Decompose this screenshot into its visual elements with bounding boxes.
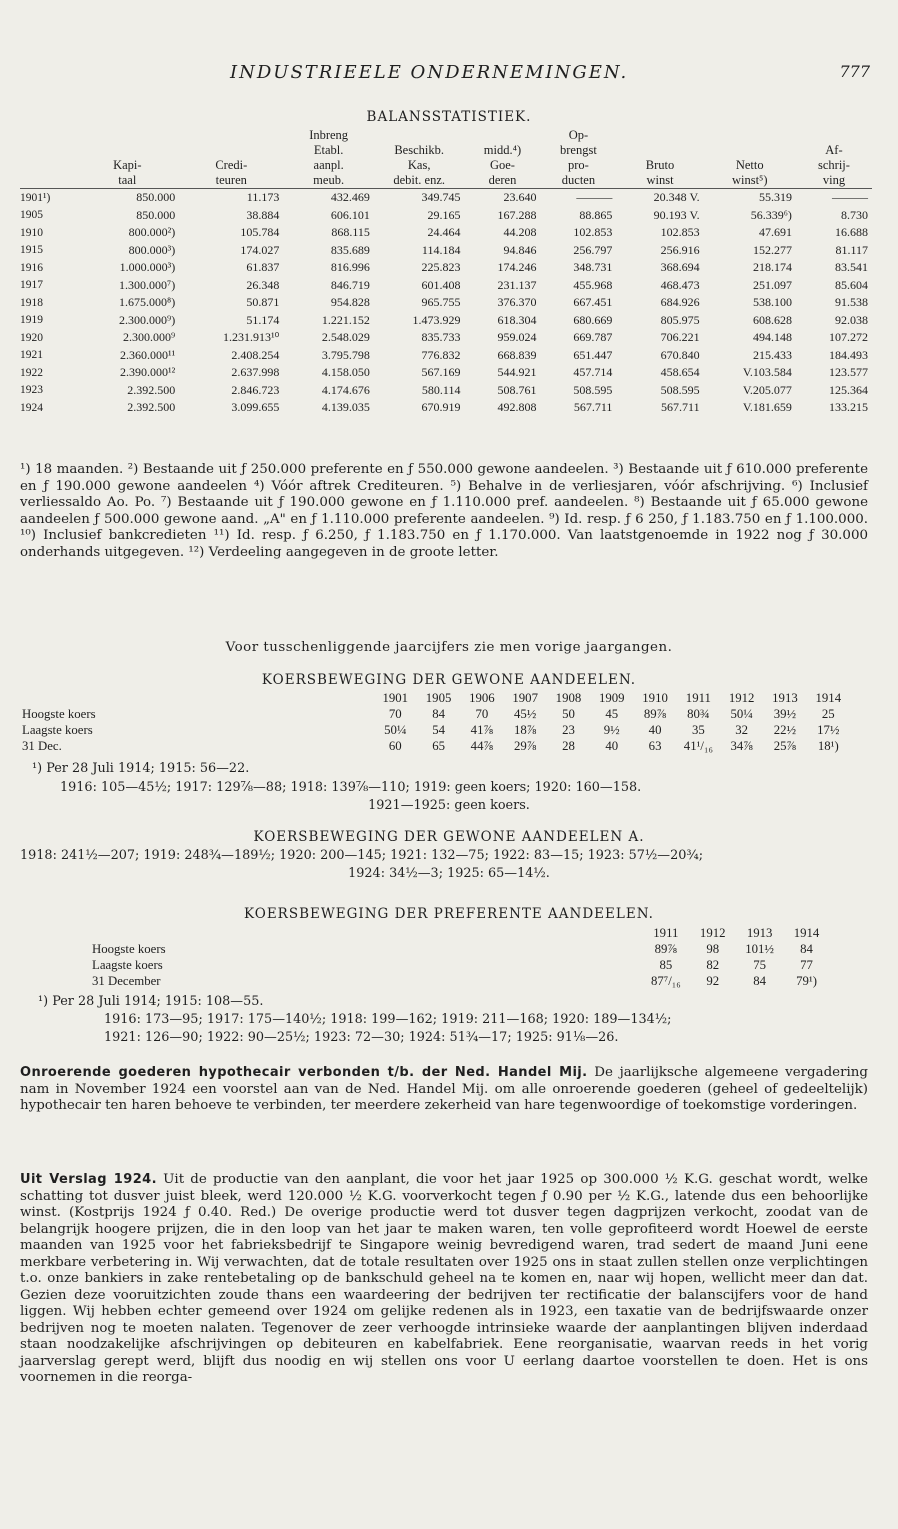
koers-gewone-year: 1909 (598, 690, 625, 705)
balance-header-cell (75, 128, 179, 143)
koers-gewone-a-line1: 1918: 241½—207; 1919: 248¾—189½; 1920: 200—145; 1921: 132—75; 1922: 83—15; 1923: 57½—20¾; (20, 848, 704, 863)
koers-gewone-value: 25 (821, 706, 835, 721)
balance-table (20, 128, 872, 417)
balance-value-cell: 215.433 (752, 347, 792, 362)
page-number: 777 (839, 62, 870, 81)
koers-gewone-year: 1908 (555, 690, 582, 705)
balance-header-cell (20, 173, 75, 189)
koers-pref-year: 1914 (793, 925, 820, 940)
section-onroerende-body: De jaarlijksche algemeene vergadering nam in November 1924 een voorstel aan van de Ned. Handel Mij. om alle onroerende goederen (geheel of gedeeltelijk) hypothecair ten haren behoeve te verbinden, ter meerdere zekerheid van hare tegenwoordige of toekomstige vorderingen. (20, 1065, 868, 1113)
koers-gewone-row-label: Laagste koers (22, 722, 93, 737)
balance-value-cell: 567.169 (421, 365, 461, 380)
balance-year-cell: 1901¹) (20, 191, 51, 204)
koers-gewone-note2: 1916: 105—45½; 1917: 129⅞—88; 1918: 139⅞—110; 1919: geen koers; 1920: 160—158. (60, 780, 642, 795)
koers-gewone-value: 35 (691, 722, 705, 737)
balance-value-cell: 1.231.913¹⁰ (222, 330, 280, 345)
balance-value-cell: 174.246 (497, 260, 537, 275)
balance-year-cell: 1920 (20, 331, 43, 344)
koers-pref-row-label: Laagste koers (92, 957, 163, 972)
balance-value-cell: 4.174.676 (321, 382, 370, 397)
balance-value-cell: 835.733 (421, 330, 461, 345)
koers-gewone-a-title: KOERSBEWEGING DER GEWONE AANDEELEN A. (253, 829, 645, 845)
balance-header-cell (704, 143, 796, 158)
balance-value-cell: 92.038 (835, 312, 868, 327)
section-verslag (20, 1172, 868, 1387)
balance-value-cell: 51.174 (246, 312, 280, 327)
balance-value-cell: 102.853 (573, 225, 613, 240)
balance-header-cell: Kapi- (113, 158, 142, 172)
balance-row (20, 259, 872, 277)
balance-value-cell: 800.000³) (128, 242, 176, 257)
balance-header-cell (616, 128, 703, 143)
koers-gewone-value: 34⅞ (730, 738, 753, 753)
balance-year-cell: 1924 (20, 401, 43, 414)
balance-value-cell: 2.390.000¹² (120, 365, 176, 380)
balance-value-cell: 123.577 (829, 365, 868, 380)
balance-value-cell: 508.761 (497, 382, 537, 397)
balance-value-cell: 47.691 (758, 225, 792, 240)
balance-value-cell: 20.348 V. (653, 190, 700, 205)
koers-pref-table (90, 925, 830, 989)
balance-header-cell: aanpl. (313, 158, 344, 172)
balance-value-cell: 567.711 (573, 400, 613, 415)
balance-value-cell: 601.408 (421, 277, 461, 292)
balance-row (20, 399, 872, 417)
balance-header-cell: Inbreng (309, 128, 349, 142)
koers-pref-value: 79¹) (796, 973, 817, 988)
koers-gewone-year: 1913 (772, 690, 798, 705)
koers-gewone-value: 80¾ (687, 706, 710, 721)
balance-value-cell: 965.755 (421, 295, 461, 310)
balance-header-cell (464, 128, 540, 143)
balance-header-cell: Credi- (215, 158, 248, 172)
running-head-title: INDUSTRIEELE ONDERNEMINGEN. (230, 62, 629, 83)
balance-value-cell: 368.694 (660, 260, 700, 275)
balance-value-cell: 468.473 (660, 277, 700, 292)
koers-gewone-value: 70 (388, 706, 402, 721)
balance-value-cell: 538.100 (752, 295, 792, 310)
koers-pref-value: 77 (800, 957, 813, 972)
balance-value-cell: 83.541 (835, 260, 868, 275)
koers-gewone-value: 40 (605, 738, 619, 753)
balance-value-cell: 38.884 (246, 207, 280, 222)
balance-value-cell: 11.173 (246, 190, 280, 205)
balance-value-cell: 508.595 (660, 382, 700, 397)
koers-pref-value: 85 (659, 957, 673, 972)
koers-gewone-value: 70 (475, 706, 489, 721)
balance-value-cell: 90.193 V. (653, 207, 700, 222)
balance-value-cell: 102.853 (660, 225, 700, 240)
balance-value-cell: 567.711 (661, 400, 700, 415)
balance-value-cell: 4.139.035 (321, 400, 370, 415)
balance-value-cell: 805.975 (660, 312, 700, 327)
balance-row (20, 242, 872, 260)
koers-pref-value: 89⅞ (654, 941, 678, 956)
balance-year-cell: 1915 (20, 244, 43, 257)
balance-header-cell: Etabl. (313, 143, 344, 157)
koers-gewone-note3: 1921—1925: geen koers. (368, 798, 530, 813)
balance-value-cell: 24.464 (427, 225, 461, 240)
balance-value-cell: 94.846 (503, 242, 537, 257)
koers-gewone-value: 89⅞ (643, 706, 667, 721)
balance-value-cell: 56.339⁶) (750, 207, 792, 222)
balance-header-row (20, 173, 872, 189)
balance-value-cell: 174.027 (240, 242, 280, 257)
balance-value-cell: ——— (576, 190, 613, 205)
balance-header-cell: meub. (283, 173, 374, 189)
balance-value-cell: 494.148 (752, 330, 792, 345)
balance-value-cell: 2.300.000⁹ (123, 330, 176, 345)
koers-gewone-year: 1910 (642, 690, 668, 705)
balance-header-cell: schrij- (818, 158, 850, 172)
balance-row (20, 364, 872, 382)
koers-gewone-value: 63 (648, 738, 662, 753)
koers-gewone-row-label: Hoogste koers (22, 706, 96, 721)
balance-header-cell (20, 128, 75, 143)
balance-header-cell: Goe- (489, 158, 515, 172)
koers-gewone-value: 28 (562, 738, 575, 753)
balance-value-cell: 606.101 (330, 207, 370, 222)
balance-value-cell: 1.221.152 (321, 312, 370, 327)
balance-year-cell: 1921 (20, 349, 43, 362)
koers-gewone-value: 44⅞ (470, 738, 494, 753)
koers-gewone-note1: ¹) Per 28 Juli 1914; 1915: 56—22. (32, 761, 250, 776)
balance-year-cell: 1916 (20, 261, 43, 274)
balance-header-cell (179, 143, 283, 158)
balance-value-cell: 225.823 (421, 260, 461, 275)
balance-value-cell: 2.300.000⁹) (119, 312, 176, 327)
balance-value-cell: 680.669 (573, 312, 613, 327)
balance-year-cell: 1923 (20, 384, 43, 397)
balance-value-cell: 184.493 (829, 347, 868, 362)
koers-pref-row-label: Hoogste koers (92, 941, 166, 956)
section-onroerende-heading: Onroerende goederen hypothecair verbonden t/b. der Ned. Handel Mij. (20, 1065, 588, 1080)
balance-header-cell: brengst (560, 143, 597, 157)
balance-value-cell: 55.319 (758, 190, 792, 205)
balance-value-cell: 107.272 (829, 330, 868, 345)
balance-value-cell: 850.000 (136, 190, 176, 205)
section-verslag-heading: Uit Verslag 1924. (20, 1172, 157, 1187)
koers-pref-value: 87⁷/₁₆ (650, 973, 681, 988)
koers-gewone-year: 1911 (685, 690, 711, 705)
balance-row (20, 347, 872, 365)
koers-pref-year: 1913 (746, 925, 773, 940)
balance-header-cell (704, 128, 796, 143)
balance-header-cell: Kas, (407, 158, 431, 172)
balance-value-cell: 580.114 (421, 382, 461, 397)
koers-gewone-year: 1906 (469, 690, 495, 705)
balance-header-cell: Bruto (645, 158, 675, 172)
balance-value-cell: V.181.659 (742, 400, 792, 415)
balance-header-cell (179, 128, 283, 143)
balance-value-cell: 670.919 (421, 400, 461, 415)
balance-value-cell: 218.174 (752, 260, 792, 275)
balance-value-cell: 231.137 (497, 277, 537, 292)
balance-value-cell: 959.024 (497, 330, 537, 345)
balance-year-cell: 1905 (20, 209, 43, 222)
balance-header-cell: teuren (179, 173, 283, 189)
koers-gewone-value: 84 (432, 706, 445, 721)
balance-value-cell: 492.808 (497, 400, 537, 415)
koers-pref-value: 75 (753, 957, 767, 972)
balance-header-row (20, 143, 872, 158)
balance-header-cell: midd.⁴) (483, 143, 522, 157)
balance-value-cell: 251.097 (752, 277, 792, 292)
balance-value-cell: 88.865 (579, 207, 613, 222)
koers-pref-year: 1912 (699, 925, 726, 940)
balance-value-cell: 2.846.723 (231, 382, 280, 397)
balance-header-cell: winst⁵) (704, 173, 796, 189)
balance-value-cell: 44.208 (503, 225, 537, 240)
koers-pref-value: 101½ (745, 941, 775, 956)
balance-header-cell: deren (464, 173, 540, 189)
koers-gewone-value: 29⅞ (513, 738, 537, 753)
balance-value-cell: 618.304 (497, 312, 537, 327)
balance-value-cell: 2.392.500 (127, 382, 176, 397)
balance-value-cell: 91.538 (835, 295, 868, 310)
balance-value-cell: 2.408.254 (231, 347, 280, 362)
balance-value-cell: 1.675.000⁸) (119, 295, 176, 310)
koers-gewone-value: 65 (432, 738, 445, 753)
balance-value-cell: 669.787 (573, 330, 613, 345)
balance-value-cell: 1.473.929 (412, 312, 461, 327)
balance-value-cell: 458.654 (660, 365, 700, 380)
koers-pref-row (90, 973, 830, 989)
koers-gewone-title: KOERSBEWEGING DER GEWONE AANDEELEN. (261, 672, 637, 688)
balance-value-cell: 29.165 (427, 207, 461, 222)
balance-value-cell: 706.221 (660, 330, 700, 345)
balance-value-cell: 152.277 (752, 242, 792, 257)
koers-gewone-value: 22½ (773, 722, 797, 737)
balance-value-cell: 800.000²) (128, 225, 176, 240)
balance-value-cell: 256.797 (573, 242, 613, 257)
balance-value-cell: 8.730 (841, 207, 868, 222)
koers-gewone-row (20, 722, 850, 738)
koers-pref-note3: 1921: 126—90; 1922: 90—25½; 1923: 72—30; 1924: 51¾—17; 1925: 91⅛—26. (104, 1030, 619, 1045)
koers-gewone-value: 17½ (817, 722, 840, 737)
balance-value-cell: 2.360.000¹¹ (120, 347, 176, 362)
balance-header-cell: Beschikb. (394, 143, 444, 157)
koers-gewone-value: 45 (605, 706, 619, 721)
koers-pref-note2: 1916: 173—95; 1917: 175—140½; 1918: 199—162; 1919: 211—168; 1920: 189—134½; (104, 1012, 672, 1027)
koers-gewone-value: 45½ (513, 706, 537, 721)
balance-value-cell: V.205.077 (742, 382, 792, 397)
balance-value-cell: 432.469 (330, 190, 370, 205)
balance-value-cell: V.103.584 (742, 365, 792, 380)
koers-gewone-year: 1905 (425, 690, 452, 705)
balance-row (20, 294, 872, 312)
balance-value-cell: 3.795.798 (321, 347, 370, 362)
koers-gewone-value: 54 (432, 722, 445, 737)
balance-header-cell (75, 143, 179, 158)
balance-value-cell: 668.839 (497, 347, 537, 362)
balance-header-cell: ving (796, 173, 872, 189)
section-verslag-body: Uit de productie van den aanplant, die voor het jaar 1925 op 300.000 ½ K.G. geschat wordt, welke schatting tot dusver juist bleek, werd 120.000 ½ K.G. voorverkocht tegen ƒ 0.90 per ½ K.G., latende dus een behoorlijke winst. (Kostprijs 1924 ƒ 0.40. Red.) De overige productie werd tot dusver tegen dagprijzen verkocht, zoodat van de belangrijk hoogere prijzen, die in den loop van het jaar te maken waren, ten volle geprofiteerd wordt Hoewel de eerste maanden van 1925 voor het fabrieksbedrijf te Singapore weinig bevredigend waren, trad sedert de maand Juni eene merkbare verbetering in. Wij verwachten, dat de totale resultaten over 1925 ons in staat zullen stellen onze verplichtingen t.o. onze bankiers in zake rentebetaling op de bankschuld geheel na te komen en, naar wij hopen, wellicht meer dan dat. Gezien deze vooruitzichten zoude thans een waardeering der bedrijven ter rectificatie der balanscijfers voor de hand liggen. Wij hebben echter gemeend over 1924 om gelijke redenen als in 1923, een taxatie van de bedrijfswaarde onzer bedrijven nog te moeten nalaten. Tegenover de zeer verhoogde intrinsieke waarde der aanplantingen blijven inderdaad staan noodzakelijke afschrijvingen op debiteuren en kabelfabriek. Eene reorganisatie, waarvan reeds in het vorig jaarverslag gerept werd, blijft dus noodig en wij stellen ons voor U eerlang daartoe voorstellen te doen. Het is ons voornemen in die reorga- (20, 1172, 868, 1385)
balance-value-cell: 816.996 (330, 260, 370, 275)
balance-header-cell: ducten (540, 173, 616, 189)
koers-gewone-value: 41⅞ (470, 722, 494, 737)
balance-header-row (20, 128, 872, 143)
balance-value-cell: 835.689 (330, 242, 370, 257)
balance-value-cell: 26.348 (246, 277, 280, 292)
koers-gewone-row (20, 706, 850, 722)
balance-row (20, 207, 872, 225)
balance-value-cell: 114.184 (421, 242, 461, 257)
balance-value-cell: 684.926 (660, 295, 700, 310)
balance-value-cell: 376.370 (497, 295, 537, 310)
koers-gewone-value: 50 (562, 706, 575, 721)
koers-pref-row (90, 941, 830, 957)
koers-gewone-value: 39½ (773, 706, 797, 721)
balance-value-cell: 16.688 (835, 225, 868, 240)
koers-pref-value: 92 (706, 973, 720, 988)
balance-value-cell: 1.300.000⁷) (119, 277, 176, 292)
balance-value-cell: 846.719 (330, 277, 370, 292)
koers-pref-value: 98 (706, 941, 720, 956)
koers-pref-note1: ¹) Per 28 Juli 1914; 1915: 108—55. (38, 994, 264, 1009)
koers-gewone-year: 1912 (728, 690, 755, 705)
koers-gewone-row (20, 738, 850, 754)
balance-value-cell: 776.832 (421, 347, 461, 362)
koers-gewone-year: 1907 (512, 690, 538, 705)
balance-value-cell: 4.158.050 (321, 365, 370, 380)
koers-gewone-table (20, 690, 850, 754)
koers-pref-value: 82 (706, 957, 720, 972)
balance-row (20, 382, 872, 400)
balance-value-cell: 954.828 (330, 295, 370, 310)
balance-value-cell: 667.451 (573, 295, 613, 310)
balance-value-cell: 348.731 (573, 260, 613, 275)
balance-header-cell (20, 143, 75, 158)
balance-header-cell: Op- (568, 128, 589, 142)
koers-pref-value: 84 (753, 973, 767, 988)
balance-header-cell (374, 128, 465, 143)
running-head (0, 62, 898, 86)
balance-value-cell: 2.637.998 (231, 365, 280, 380)
balance-value-cell: 2.548.029 (321, 330, 370, 345)
balance-value-cell: 651.447 (573, 347, 613, 362)
balance-title: BALANSSTATISTIEK. (366, 109, 532, 125)
balance-footnotes: ¹) 18 maanden. ²) Bestaande uit ƒ 250.000 preferente en ƒ 550.000 gewone aandeelen. ³) Bestaande uit ƒ 610.000 preferente en ƒ 190.000 gewone aandeelen ⁴) Vóór aftrek Crediteuren. ⁵) Behalve in de verliesjaren, vóór afschrijving. ⁶) Inclusief verliessaldo Ao. Po. ⁷) Bestaande uit ƒ 190.000 gewone en ƒ 1.110.000 pref. aandeelen. ⁸) Bestaande uit ƒ 65.000 gewone aandeelen ƒ 500.000 gewone aand. „A" en ƒ 1.110.000 preferente aandeelen. ⁹) Id. resp. ƒ 6 250, ƒ 1.183.750 en ƒ 1.100.000. ¹⁰) Inclusief bankcredieten ¹¹) Id. resp. ƒ 6.250, ƒ 1.183.750 en ƒ 1.170.000. Van laatstgenoemde in 1922 nog ƒ 30.000 onderhands uitgegeven. ¹²) Verdeeling aangegeven in de groote letter. (20, 462, 868, 560)
balance-value-cell: 1.000.000³) (119, 260, 176, 275)
balance-value-cell: 508.595 (573, 382, 613, 397)
balance-row (20, 277, 872, 295)
balance-value-cell: 133.215 (829, 400, 868, 415)
balance-value-cell: 167.288 (497, 207, 537, 222)
balance-value-cell: 85.604 (835, 277, 868, 292)
koers-gewone-a-line2: 1924: 34½—3; 1925: 65—14½. (348, 866, 550, 881)
balance-value-cell: 457.714 (573, 365, 613, 380)
balance-value-cell: 23.640 (503, 190, 537, 205)
balance-header-cell: Af- (825, 143, 843, 157)
balance-value-cell: 544.921 (497, 365, 537, 380)
balance-row (20, 189, 872, 207)
balance-year-cell: 1917 (20, 279, 43, 292)
koers-pref-year: 1911 (653, 925, 679, 940)
koers-gewone-value: 60 (388, 738, 402, 753)
balance-value-cell: 50.871 (246, 295, 280, 310)
balance-header-cell (616, 143, 703, 158)
intermediate-note: Voor tusschenliggende jaarcijfers zie men vorige jaargangen. (225, 640, 673, 655)
koers-pref-row-label: 31 December (92, 973, 161, 988)
balance-value-cell: 61.837 (246, 260, 280, 275)
balance-value-cell: 868.115 (331, 225, 370, 240)
balance-row (20, 312, 872, 330)
balance-value-cell: 125.364 (829, 382, 868, 397)
balance-value-cell: 81.117 (835, 242, 868, 257)
koers-gewone-value: 9½ (603, 722, 620, 737)
balance-year-cell: 1910 (20, 226, 43, 239)
koers-gewone-row-label: 31 Dec. (22, 738, 62, 753)
koers-gewone-year: 1901 (382, 690, 409, 705)
koers-gewone-value: 32 (735, 722, 749, 737)
balance-header-cell: taal (75, 173, 179, 189)
koers-gewone-value: 50¼ (730, 706, 753, 721)
balance-year-cell: 1919 (20, 314, 43, 327)
balance-value-cell: 349.745 (421, 190, 461, 205)
balance-year-cell: 1918 (20, 296, 43, 309)
balance-value-cell: ——— (832, 190, 868, 205)
balance-value-cell: 455.968 (573, 277, 613, 292)
balance-header-cell (796, 128, 872, 143)
balance-value-cell: 3.099.655 (231, 400, 280, 415)
koers-gewone-value: 50¼ (384, 722, 407, 737)
koers-gewone-value: 40 (648, 722, 662, 737)
koers-gewone-value: 41¹/₁₆ (683, 738, 713, 753)
balance-value-cell: 670.840 (660, 347, 700, 362)
balance-header-row (20, 158, 872, 173)
balance-value-cell: 850.000 (136, 207, 176, 222)
koers-gewone-value: 23 (562, 722, 575, 737)
balance-header-cell: winst (616, 173, 703, 189)
balance-header-cell: debit. enz. (374, 173, 465, 189)
balance-row (20, 329, 872, 347)
balance-row (20, 224, 872, 242)
balance-year-cell: 1922 (20, 366, 43, 379)
koers-gewone-value: 18¹) (817, 738, 839, 753)
koers-gewone-year: 1914 (815, 690, 842, 705)
balance-value-cell: 256.916 (660, 242, 700, 257)
koers-pref-row (90, 957, 830, 973)
koers-pref-title: KOERSBEWEGING DER PREFERENTE AANDEELEN. (244, 906, 654, 922)
balance-header-cell (20, 158, 75, 173)
balance-header-cell: Netto (735, 158, 764, 172)
koers-gewone-value: 25⅞ (773, 738, 797, 753)
balance-value-cell: 2.392.500 (127, 400, 176, 415)
balance-value-cell: 608.628 (752, 312, 792, 327)
koers-gewone-value: 18⅞ (513, 722, 537, 737)
section-onroerende (20, 1065, 868, 1115)
balance-value-cell: 105.784 (240, 225, 280, 240)
koers-pref-value: 84 (800, 941, 813, 956)
balance-header-cell: pro- (568, 158, 589, 172)
